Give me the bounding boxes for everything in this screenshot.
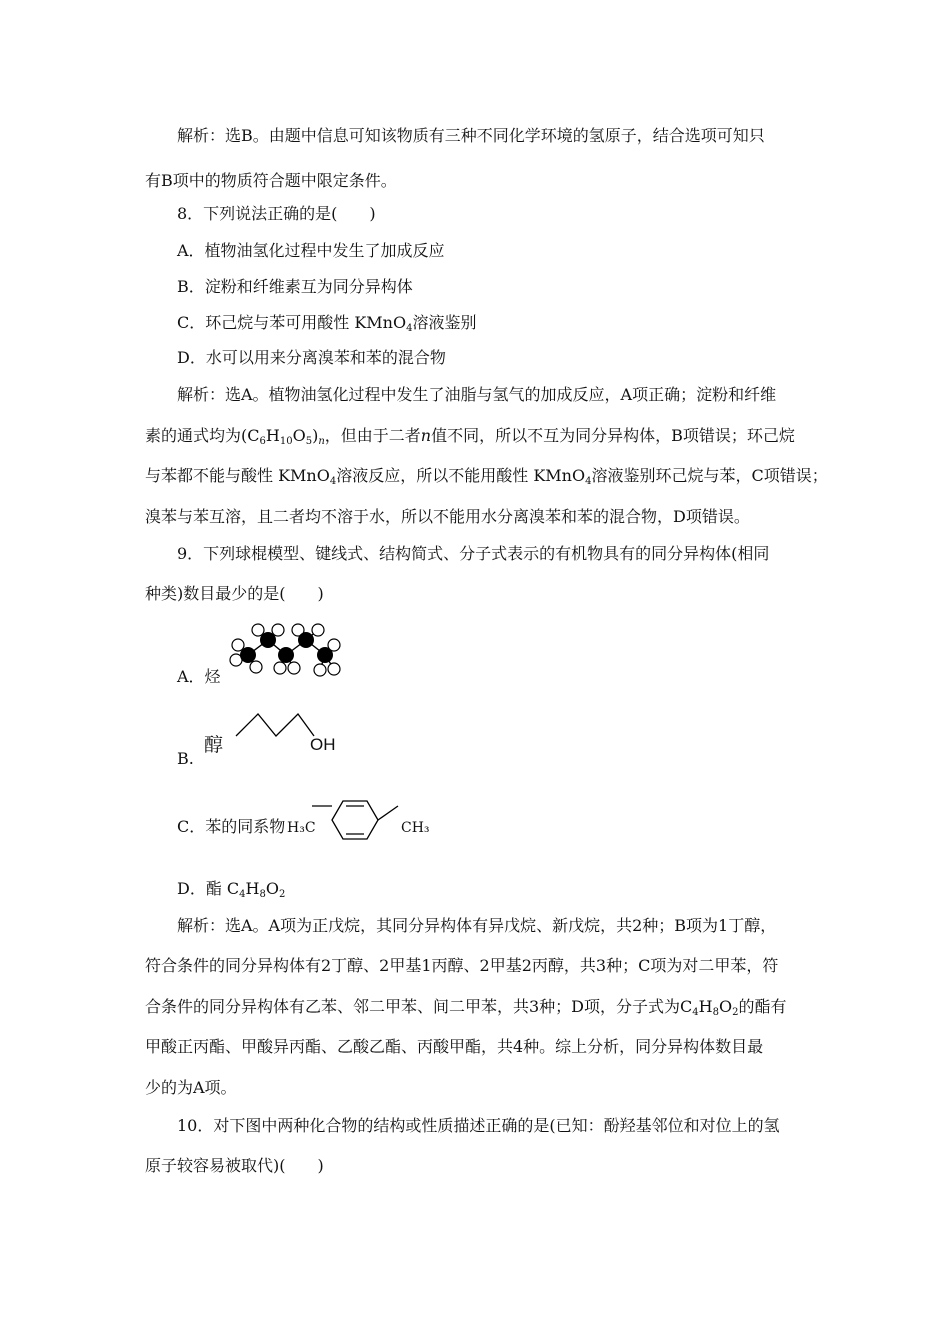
q8-option-c: C．环己烷与苯可用酸性 KMnO$_4$溶液鉴别 bbox=[177, 313, 477, 334]
q8-option-b: B．淀粉和纤维素互为同分异构体 bbox=[177, 277, 413, 296]
q8-analysis-line: 素的通式均为$(C_6H_{10}O_5)_n$，但由于二者n值不同，所以不互为同分异构体，B项错误；环己烷 bbox=[145, 426, 795, 447]
q7-analysis-line: 解析：选B。由题中信息可知该物质有三种不同化学环境的氢原子，结合选项可知只 bbox=[177, 126, 765, 145]
q10-stem: 原子较容易被取代)( ) bbox=[145, 1156, 324, 1175]
q9-option-b: B. bbox=[177, 749, 194, 768]
p-xylene-structure bbox=[310, 798, 400, 842]
q7-analysis-line: 有B项中的物质符合题中限定条件。 bbox=[145, 171, 397, 190]
q8-analysis-line: 与苯都不能与酸性 KMnO$_4$溶液反应，所以不能用酸性 KMnO$_4$溶液鉴别环己烷与苯，C项错误； bbox=[145, 466, 828, 487]
q9-stem: 9．下列球棍模型、键线式、结构简式、分子式表示的有机物具有的同分异构体(相同 bbox=[177, 544, 770, 563]
q9-analysis-line: 少的为A项。 bbox=[145, 1078, 237, 1097]
q9-analysis-line: 甲酸正丙酯、甲酸异丙酯、乙酸乙酯、丙酸甲酯，共4种。综上分析，同分异构体数目最 bbox=[145, 1037, 764, 1056]
q9-option-a: A．烃 bbox=[177, 667, 221, 686]
q9-option-b-oh: OH bbox=[310, 735, 336, 754]
q9-stem: 种类)数目最少的是( ) bbox=[145, 584, 324, 603]
q9-analysis-line: 合条件的同分异构体有乙苯、邻二甲苯、间二甲苯，共3种；D项，分子式为$C_4H_8O_2$的酯有 bbox=[145, 997, 787, 1018]
q9-analysis-line: 解析：选A。A项为正戊烷，其同分异构体有异戊烷、新戊烷，共2种；B项为1丁醇， bbox=[177, 916, 777, 935]
q10-stem: 10．对下图中两种化合物的结构或性质描述正确的是(已知：酚羟基邻位和对位上的氢 bbox=[177, 1116, 780, 1135]
skeletal-formula-butanol bbox=[236, 710, 316, 740]
q8-stem: 8．下列说法正确的是( ) bbox=[177, 204, 376, 223]
q9-option-c-right: CH₃ bbox=[401, 820, 430, 836]
q9-analysis-line: 符合条件的同分异构体有2丁醇、2甲基1丙醇、2甲基2丙醇，共3种；C项为对二甲苯，符 bbox=[145, 956, 779, 975]
q9-option-d: D．酯 $C_4H_8O_2$ bbox=[177, 879, 286, 900]
q9-option-c: C．苯的同系物 bbox=[177, 817, 286, 836]
q8-analysis-line: 溴苯与苯互溶，且二者均不溶于水，所以不能用水分离溴苯和苯的混合物，D项错误。 bbox=[145, 507, 750, 526]
q8-option-a: A．植物油氢化过程中发生了加成反应 bbox=[177, 241, 445, 260]
ball-and-stick-model bbox=[228, 620, 348, 685]
q8-option-d: D．水可以用来分离溴苯和苯的混合物 bbox=[177, 348, 446, 367]
q9-option-c-left: H₃C bbox=[287, 820, 316, 836]
q9-option-b-label: 醇 bbox=[204, 734, 224, 756]
q8-analysis-line: 解析：选A。植物油氢化过程中发生了油脂与氢气的加成反应，A项正确；淀粉和纤维 bbox=[177, 385, 777, 404]
